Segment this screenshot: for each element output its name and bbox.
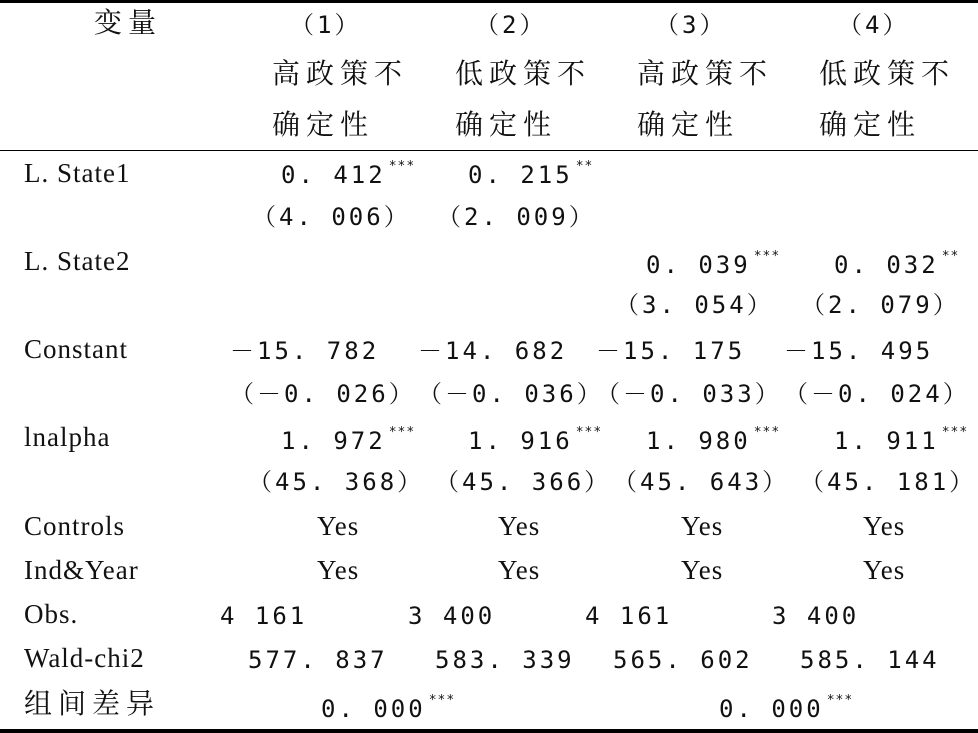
cell-state1-col2-tstat: （2. 009）	[437, 203, 596, 231]
cell-diff-group2: 0. 000 ***	[719, 693, 854, 723]
header-col2-line1: 低政策不	[455, 57, 592, 90]
cell-constant-col4-tstat: （－0. 024）	[784, 380, 970, 408]
header-col4-line1: 低政策不	[819, 57, 956, 90]
cell-obs-col3: 4 161	[585, 602, 673, 630]
header-col3-line2: 确定性	[637, 108, 740, 141]
cell-obs-col2: 3 400	[408, 602, 496, 630]
header-col2-number: （2）	[475, 11, 547, 39]
cell-wald-col1: 577. 837	[248, 646, 388, 674]
table-header-rule	[0, 150, 978, 151]
row-label-state1: L. State1	[24, 158, 131, 188]
cell-lnalpha-col3-coef: 1. 980 ***	[646, 425, 781, 455]
row-label-controls: Controls	[24, 511, 126, 541]
cell-diff-group1: 0. 000 ***	[321, 693, 456, 723]
header-col4-number: （4）	[838, 11, 910, 39]
cell-constant-col3-coef: －15. 175	[596, 337, 746, 365]
header-variable-label: 变量	[94, 6, 163, 39]
cell-indyear-col3: Yes	[681, 555, 724, 585]
significance-stars: ***	[941, 425, 969, 440]
cell-state2-col3-tstat: （3. 054）	[615, 291, 774, 319]
cell-state1-col2-coef: 0. 215 **	[468, 159, 594, 189]
row-label-lnalpha: lnalpha	[24, 422, 111, 452]
cell-constant-col1-coef: －15. 782	[230, 337, 380, 365]
significance-stars: ***	[753, 249, 781, 264]
cell-obs-col4: 3 400	[772, 602, 860, 630]
cell-obs-col1: 4 161	[220, 602, 308, 630]
significance-stars: ***	[388, 425, 416, 440]
significance-stars: **	[575, 159, 594, 174]
header-col3-line1: 高政策不	[637, 57, 774, 90]
cell-controls-col3: Yes	[681, 511, 724, 541]
header-col1-number: （1）	[290, 11, 362, 39]
row-label-wald-chi2: Wald-chi2	[24, 643, 145, 673]
cell-state2-col3-coef: 0. 039 ***	[646, 249, 781, 279]
cell-wald-col3: 565. 602	[613, 646, 753, 674]
cell-constant-col2-coef: －14. 682	[418, 337, 568, 365]
table-bottom-rule	[0, 729, 978, 733]
cell-controls-col4: Yes	[863, 511, 906, 541]
cell-lnalpha-col4-coef: 1. 911 ***	[834, 425, 969, 455]
cell-lnalpha-col3-tstat: （45. 643）	[613, 468, 790, 496]
cell-state2-col4-tstat: （2. 079）	[801, 291, 960, 319]
cell-lnalpha-col1-coef: 1. 972 ***	[281, 425, 416, 455]
significance-stars: ***	[428, 693, 456, 708]
significance-stars: ***	[826, 693, 854, 708]
cell-lnalpha-col4-tstat: （45. 181）	[800, 468, 977, 496]
table-top-rule	[0, 0, 978, 3]
row-label-constant: Constant	[24, 334, 129, 364]
cell-controls-col2: Yes	[498, 511, 541, 541]
significance-stars: ***	[575, 425, 603, 440]
cell-constant-col4-coef: －15. 495	[784, 337, 934, 365]
row-label-ind-year: Ind&Year	[24, 555, 139, 585]
significance-stars: ***	[753, 425, 781, 440]
header-col1-line1: 高政策不	[272, 57, 409, 90]
cell-indyear-col1: Yes	[317, 555, 360, 585]
cell-controls-col1: Yes	[317, 511, 360, 541]
header-col4-line2: 确定性	[819, 108, 922, 141]
cell-indyear-col4: Yes	[863, 555, 906, 585]
cell-wald-col2: 583. 339	[435, 646, 575, 674]
cell-state1-col1-coef: 0. 412 ***	[281, 159, 416, 189]
cell-constant-col2-tstat: （－0. 036）	[418, 380, 604, 408]
row-label-obs: Obs.	[24, 599, 79, 629]
cell-lnalpha-col2-tstat: （45. 366）	[435, 468, 612, 496]
row-label-group-difference: 组间差异	[24, 687, 161, 720]
header-col2-line2: 确定性	[455, 108, 558, 141]
cell-constant-col3-tstat: （－0. 033）	[596, 380, 782, 408]
cell-lnalpha-col2-coef: 1. 916 ***	[468, 425, 603, 455]
significance-stars: ***	[388, 159, 416, 174]
row-label-state2: L. State2	[24, 246, 131, 276]
header-col1-line2: 确定性	[272, 108, 375, 141]
cell-lnalpha-col1-tstat: （45. 368）	[248, 468, 425, 496]
cell-wald-col4: 585. 144	[800, 646, 940, 674]
cell-state1-col1-tstat: （4. 006）	[252, 203, 411, 231]
significance-stars: **	[941, 249, 960, 264]
cell-state2-col4-coef: 0. 032 **	[834, 249, 960, 279]
cell-indyear-col2: Yes	[498, 555, 541, 585]
header-col3-number: （3）	[655, 11, 727, 39]
cell-constant-col1-tstat: （－0. 026）	[230, 380, 416, 408]
